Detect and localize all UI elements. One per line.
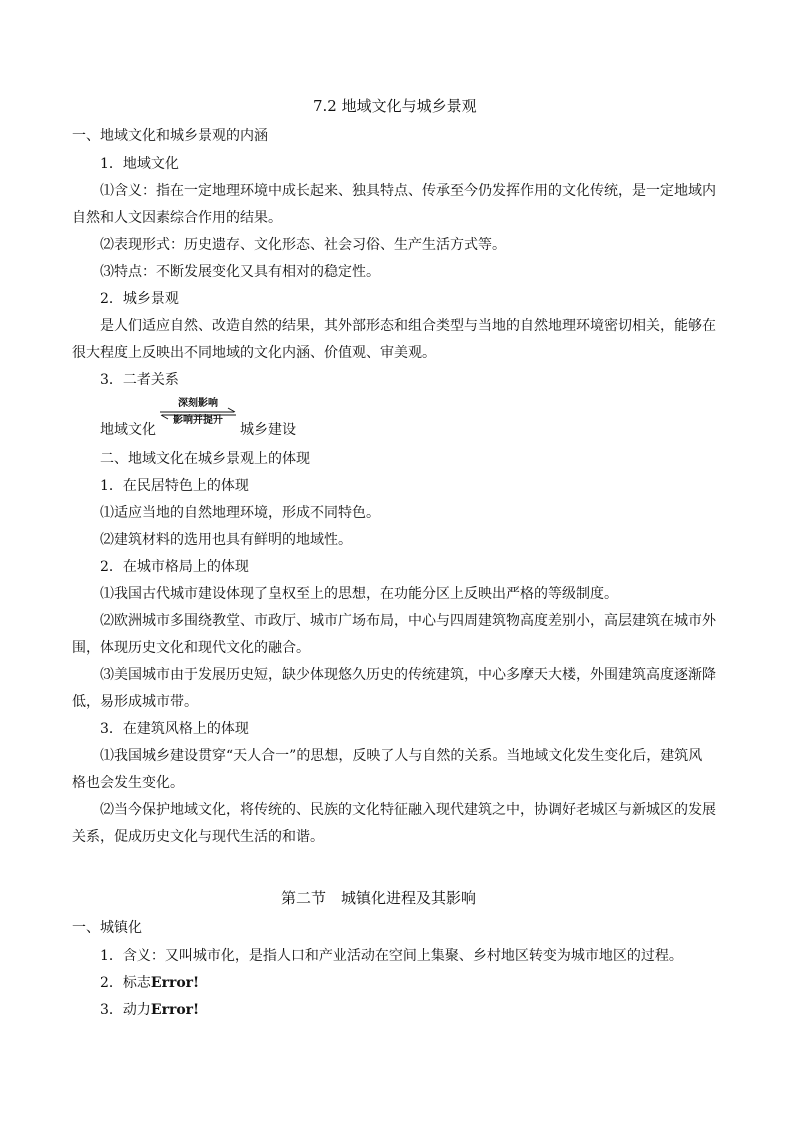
- subheading: 3．二者关系: [100, 372, 179, 388]
- section-heading: 一、地域文化和城乡景观的内涵: [72, 128, 268, 144]
- paragraph-line: ⑴含义：指在一定地理环境中成长起来、独具特点、传承至今仍发挥作用的文化传统，是一定地域内: [100, 183, 716, 199]
- relation-left-label: 地域文化: [100, 422, 156, 438]
- paragraph-line: 自然和人文因素综合作用的结果。: [72, 210, 282, 226]
- subheading: 1．在民居特色上的体现: [100, 478, 249, 494]
- subheading: 2．城乡景观: [100, 291, 179, 307]
- paragraph-line: 格也会发生变化。: [72, 775, 184, 791]
- paragraph-line: ⑵当今保护地域文化，将传统的、民族的文化特征融入现代建筑之中，协调好老城区与新城区的发展: [100, 802, 716, 818]
- relation-arrow: [158, 398, 238, 434]
- paragraph-line: ⑵表现形式：历史遗存、文化形态、社会习俗、生产生活方式等。: [100, 237, 506, 253]
- section-heading: 一、城镇化: [72, 920, 142, 936]
- subheading: 1．地域文化: [100, 156, 179, 172]
- subheading: 2．在城市格局上的体现: [100, 559, 249, 575]
- paragraph-line: ⑴适应当地的自然地理环境，形成不同特色。: [100, 505, 380, 521]
- list-item-label: 2．标志: [100, 975, 151, 991]
- paragraph-line: 1．含义：又叫城市化，是指人口和产业活动在空间上集聚、乡村地区转变为城市地区的过程。: [100, 948, 683, 964]
- list-item: [100, 1000, 199, 1020]
- error-text: Error!: [150, 1002, 200, 1018]
- paragraph-line: 关系，促成历史文化与现代生活的和谐。: [72, 829, 324, 845]
- paragraph-line: ⑴我国古代城市建设体现了皇权至上的思想，在功能分区上反映出严格的等级制度。: [100, 586, 618, 602]
- paragraph-line: 很大程度上反映出不同地域的文化内涵、价值观、审美观。: [72, 345, 436, 361]
- paragraph-line: ⑶特点：不断发展变化又具有相对的稳定性。: [100, 264, 380, 280]
- list-item: [100, 973, 199, 993]
- relation-arrow-bottom-label: 影响并提升: [173, 415, 223, 426]
- paragraph-line: 低，易形成城市带。: [72, 694, 198, 710]
- relation-arrow-top-label: 深刻影响: [178, 398, 218, 409]
- page-title: 7.2 地域文化与城乡景观: [313, 97, 477, 115]
- section-heading: 二、地域文化在城乡景观上的体现: [100, 451, 310, 467]
- paragraph-line: ⑶美国城市由于发展历史短，缺少体现悠久历史的传统建筑，中心多摩天大楼，外围建筑高度逐渐降: [100, 667, 716, 683]
- paragraph-line: ⑵建筑材料的选用也具有鲜明的地域性。: [100, 532, 352, 548]
- paragraph-line: ⑵欧洲城市多围绕教堂、市政厅、城市广场布局，中心与四周建筑物高度差别小，高层建筑在城市外: [100, 613, 716, 629]
- section-title: 第二节 城镇化进程及其影响: [281, 889, 477, 907]
- paragraph-line: ⑴我国城乡建设贯穿“天人合一”的思想，反映了人与自然的关系。当地域文化发生变化后，建筑风: [100, 748, 703, 764]
- error-text: Error!: [150, 975, 200, 991]
- subheading: 3．在建筑风格上的体现: [100, 721, 249, 737]
- list-item-label: 3．动力: [100, 1002, 151, 1018]
- paragraph-line: 是人们适应自然、改造自然的结果，其外部形态和组合类型与当地的自然地理环境密切相关，能够在: [100, 318, 716, 334]
- paragraph-line: 围，体现历史文化和现代文化的融合。: [72, 640, 310, 656]
- relation-right-label: 城乡建设: [240, 422, 296, 438]
